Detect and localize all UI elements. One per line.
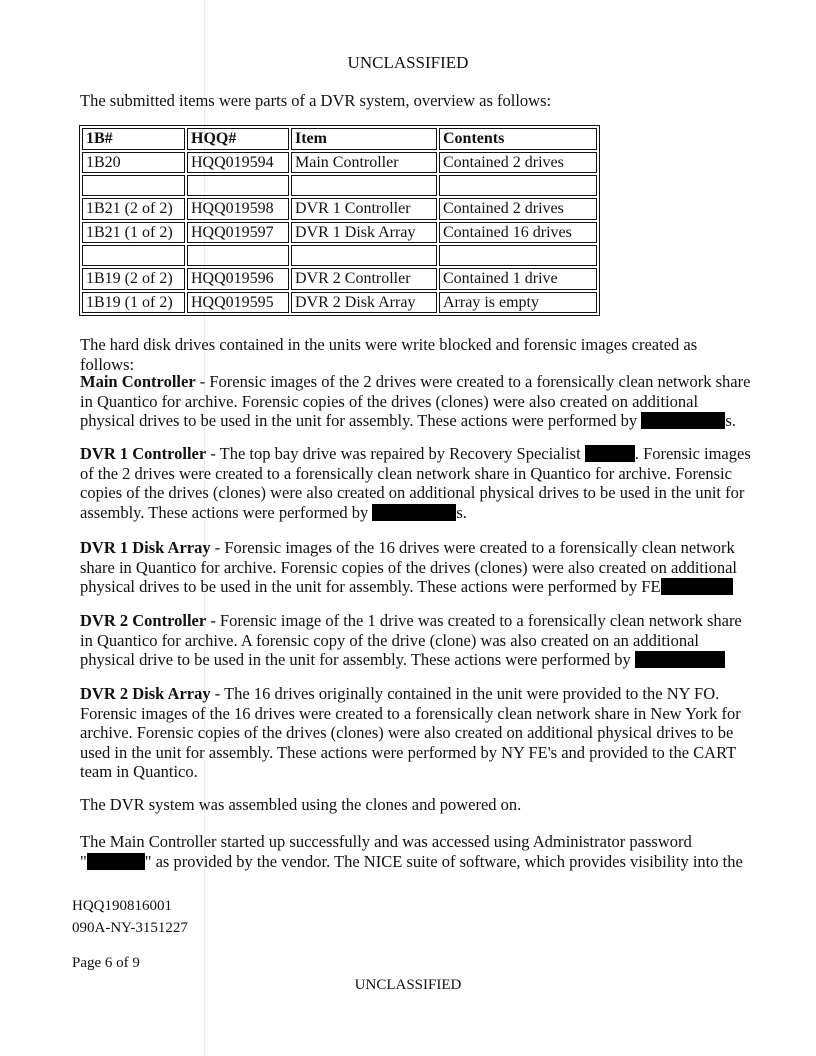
redaction-block xyxy=(635,651,725,668)
table-cell: HQQ019598 xyxy=(187,198,289,220)
table-row xyxy=(82,292,597,314)
page-number: Page 6 of 9 xyxy=(72,955,140,971)
file-number-1: HQQ190816001 xyxy=(72,898,172,914)
items-table xyxy=(79,125,600,316)
table-cell: HQQ019595 xyxy=(187,292,289,314)
section-dvr1-controller xyxy=(80,444,752,522)
table-cell xyxy=(439,175,597,196)
table-row xyxy=(82,198,597,220)
redaction-block xyxy=(661,578,733,595)
table-cell: Contained 2 drives xyxy=(439,198,597,220)
table-cell: DVR 2 Controller xyxy=(291,268,437,290)
table-cell: 1B21 (1 of 2) xyxy=(82,222,185,244)
table-cell: DVR 1 Disk Array xyxy=(291,222,437,244)
redaction-block xyxy=(585,445,635,462)
section-text: - Forensic images of the 16 drives were created to a forensically clean network share in Quantico for archive. Forensic copies of the drives (clones) were also created on additional physical drives to be used in the unit for assembly. These actions were performed by FE xyxy=(80,538,738,596)
redaction-block xyxy=(641,412,725,429)
col-item: Item xyxy=(291,128,437,150)
hdd-intro-text: The hard disk drives contained in the units were write blocked and forensic images created as follows: xyxy=(80,335,698,374)
table-cell: Contained 2 drives xyxy=(439,152,597,174)
table-header-row xyxy=(82,128,597,150)
table-cell: HQQ019594 xyxy=(187,152,289,174)
section-title: DVR 2 Controller xyxy=(80,611,207,630)
col-hqq: HQQ# xyxy=(187,128,289,150)
footer-classification: UNCLASSIFIED xyxy=(354,977,462,993)
section-title: DVR 2 Disk Array xyxy=(80,684,211,703)
redaction-block xyxy=(372,504,456,521)
section-text: - Forensic images of the 2 drives were created to a forensically clean network share in Quantico for archive. Forensic copies of the drives (clones) were also created on additional physical drives to be used in the unit for assembly. These actions were performed by xyxy=(80,372,751,430)
section-dvr2-array xyxy=(80,684,752,782)
table-row xyxy=(82,222,597,244)
quote-mark: " xyxy=(80,851,87,871)
table-cell: 1B19 (1 of 2) xyxy=(82,292,185,314)
section-text: s. xyxy=(725,411,736,430)
table-row xyxy=(82,152,597,174)
table-cell xyxy=(187,175,289,196)
table-cell: 1B19 (2 of 2) xyxy=(82,268,185,290)
table-cell: Main Controller xyxy=(291,152,437,174)
main-started-line: The Main Controller started up successfully and was accessed using Administrator password xyxy=(80,832,692,851)
table-row xyxy=(82,268,597,290)
table-cell: DVR 1 Controller xyxy=(291,198,437,220)
section-main-controller xyxy=(80,372,752,431)
table-cell: 1B21 (2 of 2) xyxy=(82,198,185,220)
file-number-2: 090A-NY-3151227 xyxy=(72,920,188,936)
table-cell xyxy=(187,245,289,266)
table-cell: Array is empty xyxy=(439,292,597,314)
table-cell: Contained 16 drives xyxy=(439,222,597,244)
main-started-continuation: " as provided by the vendor. The NICE suite of software, which provides visibility into the xyxy=(144,851,743,871)
section-title: DVR 1 Disk Array xyxy=(80,538,211,557)
table-cell xyxy=(439,245,597,266)
intro-text: The submitted items were parts of a DVR system, overview as follows: xyxy=(80,91,552,110)
table-cell: 1B20 xyxy=(82,152,185,174)
table-cell xyxy=(291,245,437,266)
table-cell: Contained 1 drive xyxy=(439,268,597,290)
section-text: s. xyxy=(456,502,467,522)
table-row xyxy=(82,245,597,266)
header-classification: UNCLASSIFIED xyxy=(347,53,469,72)
table-cell: HQQ019597 xyxy=(187,222,289,244)
section-dvr2-controller xyxy=(80,611,752,670)
main-started-text xyxy=(80,832,752,871)
section-text: . Forensic images of the 2 drives were created to a forensically clean network share in Quantico for archive. Forensic copies of the drives (clones) were also created on additional physical drives to be used in the unit for assembly. These actions were performed by xyxy=(80,444,751,522)
table-cell: HQQ019596 xyxy=(187,268,289,290)
assembled-text: The DVR system was assembled using the clones and powered on. xyxy=(80,795,522,814)
section-title: DVR 1 Controller xyxy=(80,444,207,463)
section-title: Main Controller xyxy=(80,372,196,391)
section-text: - Forensic image of the 1 drive was created to a forensically clean network share in Quantico for archive. A forensic copy of the drive (clone) was also created on an additional physical drive to be used in the unit for assembly. These actions were performed by xyxy=(80,611,742,669)
col-1b: 1B# xyxy=(82,128,185,150)
table-row xyxy=(82,175,597,196)
table-cell xyxy=(82,245,185,266)
table-cell: DVR 2 Disk Array xyxy=(291,292,437,314)
table-cell xyxy=(82,175,185,196)
table-cell xyxy=(291,175,437,196)
section-dvr1-array xyxy=(80,538,752,597)
section-text: - The top bay drive was repaired by Recovery Specialist xyxy=(206,444,585,463)
redaction-block xyxy=(87,853,145,870)
section-text: - The 16 drives originally contained in the unit were provided to the NY FO. Forensic images of the 16 drives were created to a forensically clean network share in New York for archive. Forensic copies of the drives (clones) were also created on additional physical drives to be used in the unit for assembly. These actions were performed by NY FE's and provided to the CART team in Quantico. xyxy=(80,684,741,781)
col-contents: Contents xyxy=(439,128,597,150)
